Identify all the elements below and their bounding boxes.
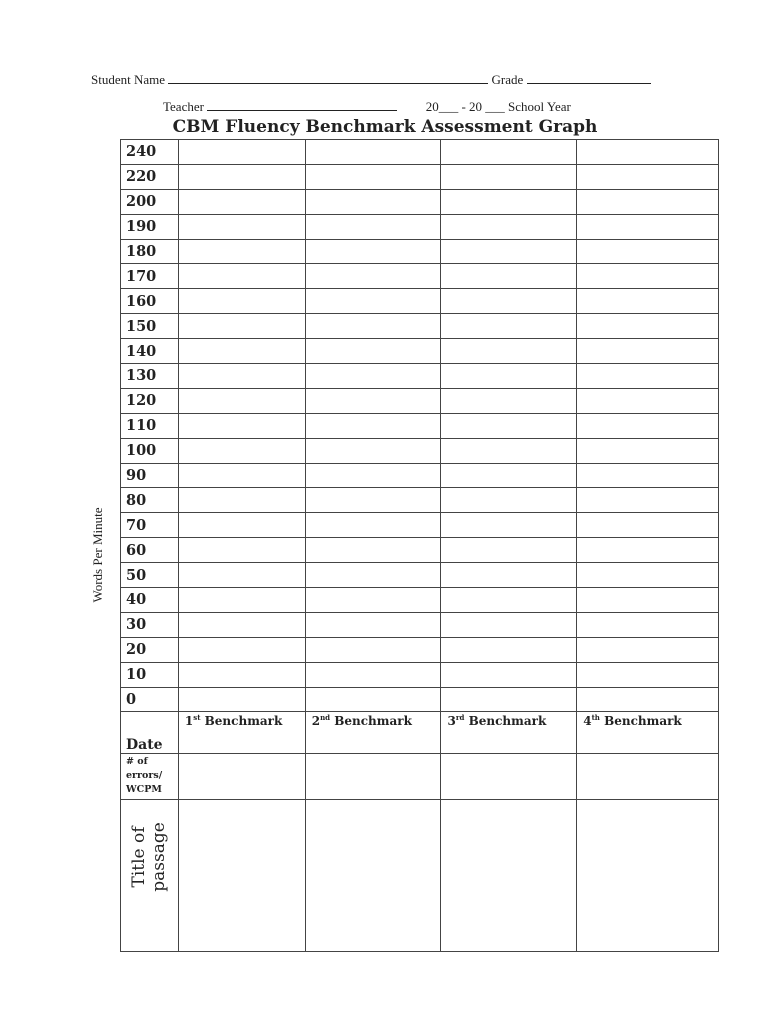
wpm-value: 10	[121, 662, 179, 687]
wpm-value: 110	[121, 413, 179, 438]
errors-cell[interactable]	[441, 754, 577, 800]
graph-cell[interactable]	[577, 612, 719, 637]
teacher-year-line	[163, 98, 571, 115]
graph-cell[interactable]	[441, 314, 577, 339]
graph-cell[interactable]	[178, 563, 305, 588]
graph-cell[interactable]	[577, 513, 719, 538]
graph-cell[interactable]	[577, 388, 719, 413]
graph-cell[interactable]	[178, 637, 305, 662]
benchmark-ordinal: rd	[455, 713, 465, 723]
wpm-row	[121, 488, 719, 513]
graph-cell[interactable]	[441, 488, 577, 513]
graph-cell[interactable]	[577, 463, 719, 488]
graph-cell[interactable]	[178, 687, 305, 712]
graph-cell[interactable]	[441, 438, 577, 463]
graph-cell[interactable]	[178, 588, 305, 613]
graph-cell[interactable]	[305, 463, 441, 488]
wpm-value: 100	[121, 438, 179, 463]
graph-cell[interactable]	[441, 413, 577, 438]
errors-row	[121, 754, 719, 800]
graph-cell[interactable]	[178, 339, 305, 364]
graph-cell[interactable]	[305, 264, 441, 289]
graph-cell[interactable]	[178, 388, 305, 413]
graph-cell[interactable]	[577, 538, 719, 563]
graph-cell[interactable]	[305, 339, 441, 364]
graph-cell[interactable]	[305, 388, 441, 413]
wpm-row	[121, 214, 719, 239]
benchmark-number: 2	[311, 714, 321, 729]
student-grade-line	[91, 71, 651, 88]
wpm-value: 60	[121, 538, 179, 563]
wpm-row	[121, 662, 719, 687]
graph-cell[interactable]	[577, 438, 719, 463]
graph-cell[interactable]	[577, 164, 719, 189]
benchmark-label: Benchmark	[604, 714, 682, 729]
graph-cell[interactable]	[305, 164, 441, 189]
wpm-value: 200	[121, 189, 179, 214]
graph-cell[interactable]	[441, 339, 577, 364]
grade-field[interactable]	[527, 71, 651, 84]
y-axis-label: Words Per Minute	[90, 507, 105, 603]
graph-cell[interactable]	[178, 364, 305, 389]
teacher-label: Teacher	[163, 99, 204, 114]
benchmark-2-header[interactable]	[305, 712, 441, 754]
errors-cell[interactable]	[178, 754, 305, 800]
wpm-row	[121, 314, 719, 339]
passage-title-cell[interactable]	[178, 800, 305, 952]
graph-cell[interactable]	[178, 140, 305, 165]
wpm-value: 190	[121, 214, 179, 239]
passage-title-label-cell	[121, 800, 179, 952]
graph-cell[interactable]	[577, 314, 719, 339]
graph-cell[interactable]	[178, 289, 305, 314]
graph-cell[interactable]	[305, 314, 441, 339]
wpm-value: 50	[121, 563, 179, 588]
grade-label: Grade	[491, 72, 524, 87]
graph-cell[interactable]	[441, 588, 577, 613]
graph-cell[interactable]	[577, 214, 719, 239]
graph-cell[interactable]	[577, 637, 719, 662]
benchmark-number: 4	[583, 714, 592, 729]
graph-cell[interactable]	[577, 140, 719, 165]
graph-cell[interactable]	[441, 463, 577, 488]
graph-cell[interactable]	[305, 513, 441, 538]
passage-title-cell[interactable]	[305, 800, 441, 952]
student-name-label: Student Name	[91, 72, 166, 87]
graph-cell[interactable]	[305, 687, 441, 712]
graph-cell[interactable]	[441, 264, 577, 289]
passage-title-label-line: Title of	[129, 826, 149, 889]
benchmark-number: 1	[184, 714, 194, 729]
graph-cell[interactable]	[305, 239, 441, 264]
graph-cell[interactable]	[577, 413, 719, 438]
graph-cell[interactable]	[577, 289, 719, 314]
errors-cell[interactable]	[577, 754, 719, 800]
errors-label	[121, 754, 179, 800]
graph-cell[interactable]	[577, 687, 719, 712]
wpm-row	[121, 239, 719, 264]
graph-cell[interactable]	[577, 339, 719, 364]
graph-cell[interactable]	[441, 563, 577, 588]
graph-cell[interactable]	[441, 140, 577, 165]
graph-cell[interactable]	[178, 488, 305, 513]
date-label: Date	[121, 712, 179, 754]
graph-cell[interactable]	[178, 463, 305, 488]
passage-title-label	[129, 823, 169, 893]
graph-cell[interactable]	[178, 214, 305, 239]
graph-cell[interactable]	[441, 214, 577, 239]
benchmark-ordinal: st	[193, 713, 201, 723]
graph-cell[interactable]	[178, 438, 305, 463]
grid-body	[121, 140, 719, 952]
graph-cell[interactable]	[305, 189, 441, 214]
wpm-value: 30	[121, 612, 179, 637]
wpm-value: 90	[121, 463, 179, 488]
graph-cell[interactable]	[305, 140, 441, 165]
passage-title-row	[121, 800, 719, 952]
wpm-value: 220	[121, 164, 179, 189]
wpm-row	[121, 140, 719, 165]
benchmark-label: Benchmark	[468, 714, 547, 729]
graph-cell[interactable]	[178, 314, 305, 339]
wpm-row	[121, 388, 719, 413]
errors-cell[interactable]	[305, 754, 441, 800]
wpm-row	[121, 164, 719, 189]
graph-cell[interactable]	[441, 612, 577, 637]
wpm-row	[121, 687, 719, 712]
graph-cell[interactable]	[305, 289, 441, 314]
wpm-row	[121, 563, 719, 588]
wpm-row	[121, 637, 719, 662]
graph-cell[interactable]	[305, 588, 441, 613]
graph-cell[interactable]	[178, 264, 305, 289]
passage-title-cell[interactable]	[441, 800, 577, 952]
graph-cell[interactable]	[305, 413, 441, 438]
errors-label-line: # of	[126, 756, 148, 768]
graph-cell[interactable]	[305, 538, 441, 563]
graph-cell[interactable]	[577, 662, 719, 687]
graph-cell[interactable]	[305, 637, 441, 662]
wpm-row	[121, 612, 719, 637]
graph-cell[interactable]	[305, 563, 441, 588]
graph-cell[interactable]	[305, 214, 441, 239]
wpm-row	[121, 364, 719, 389]
wpm-value: 140	[121, 339, 179, 364]
graph-cell[interactable]	[178, 189, 305, 214]
graph-cell[interactable]	[577, 364, 719, 389]
school-year-label: School Year	[508, 99, 571, 114]
graph-cell[interactable]	[305, 612, 441, 637]
graph-cell[interactable]	[178, 413, 305, 438]
graph-cell[interactable]	[305, 488, 441, 513]
wpm-value: 130	[121, 364, 179, 389]
graph-cell[interactable]	[441, 662, 577, 687]
graph-cell[interactable]	[305, 662, 441, 687]
graph-cell[interactable]	[441, 538, 577, 563]
wpm-value: 180	[121, 239, 179, 264]
graph-cell[interactable]	[441, 388, 577, 413]
graph-cell[interactable]	[178, 538, 305, 563]
benchmark-4-header[interactable]	[577, 712, 719, 754]
school-year-field[interactable]: 20___ - 20 ___	[425, 99, 505, 114]
benchmark-ordinal: th	[591, 713, 600, 723]
benchmark-1-header[interactable]	[178, 712, 305, 754]
wpm-value: 70	[121, 513, 179, 538]
graph-cell[interactable]	[178, 239, 305, 264]
wpm-value: 240	[121, 140, 179, 165]
wpm-row	[121, 588, 719, 613]
page-title: CBM Fluency Benchmark Assessment Graph	[172, 117, 598, 137]
wpm-value: 120	[121, 388, 179, 413]
graph-cell[interactable]	[305, 438, 441, 463]
graph-cell[interactable]	[441, 189, 577, 214]
date-row	[121, 712, 719, 754]
graph-cell[interactable]	[441, 687, 577, 712]
wpm-value: 150	[121, 314, 179, 339]
graph-cell[interactable]	[441, 164, 577, 189]
wpm-row	[121, 463, 719, 488]
errors-label-line: errors/	[126, 770, 163, 782]
graph-cell[interactable]	[577, 189, 719, 214]
graph-cell[interactable]	[577, 239, 719, 264]
wpm-value: 20	[121, 637, 179, 662]
wpm-row	[121, 413, 719, 438]
wpm-row	[121, 538, 719, 563]
wpm-row	[121, 189, 719, 214]
wpm-value: 170	[121, 264, 179, 289]
benchmark-ordinal: nd	[320, 713, 331, 723]
benchmark-grid	[120, 139, 719, 952]
graph-cell[interactable]	[441, 637, 577, 662]
graph-cell[interactable]	[178, 612, 305, 637]
wpm-value: 80	[121, 488, 179, 513]
graph-cell[interactable]	[441, 364, 577, 389]
graph-cell[interactable]	[577, 488, 719, 513]
wpm-value: 0	[121, 687, 179, 712]
wpm-row	[121, 339, 719, 364]
wpm-row	[121, 264, 719, 289]
graph-cell[interactable]	[305, 364, 441, 389]
wpm-row	[121, 289, 719, 314]
graph-cell[interactable]	[178, 164, 305, 189]
passage-title-cell[interactable]	[577, 800, 719, 952]
errors-label-line: WCPM	[126, 784, 162, 796]
benchmark-label: Benchmark	[204, 714, 283, 729]
wpm-value: 40	[121, 588, 179, 613]
graph-cell[interactable]	[577, 563, 719, 588]
benchmark-number: 3	[447, 714, 456, 729]
graph-cell[interactable]	[441, 239, 577, 264]
graph-cell[interactable]	[441, 513, 577, 538]
graph-cell[interactable]	[178, 662, 305, 687]
graph-cell[interactable]	[441, 289, 577, 314]
teacher-field[interactable]	[207, 98, 397, 111]
wpm-value: 160	[121, 289, 179, 314]
graph-cell[interactable]	[178, 513, 305, 538]
student-name-field[interactable]	[168, 71, 488, 84]
graph-cell[interactable]	[577, 264, 719, 289]
passage-title-label-line: passage	[149, 822, 169, 893]
benchmark-label: Benchmark	[334, 714, 412, 729]
graph-cell[interactable]	[577, 588, 719, 613]
wpm-row	[121, 513, 719, 538]
benchmark-3-header[interactable]	[441, 712, 577, 754]
wpm-row	[121, 438, 719, 463]
